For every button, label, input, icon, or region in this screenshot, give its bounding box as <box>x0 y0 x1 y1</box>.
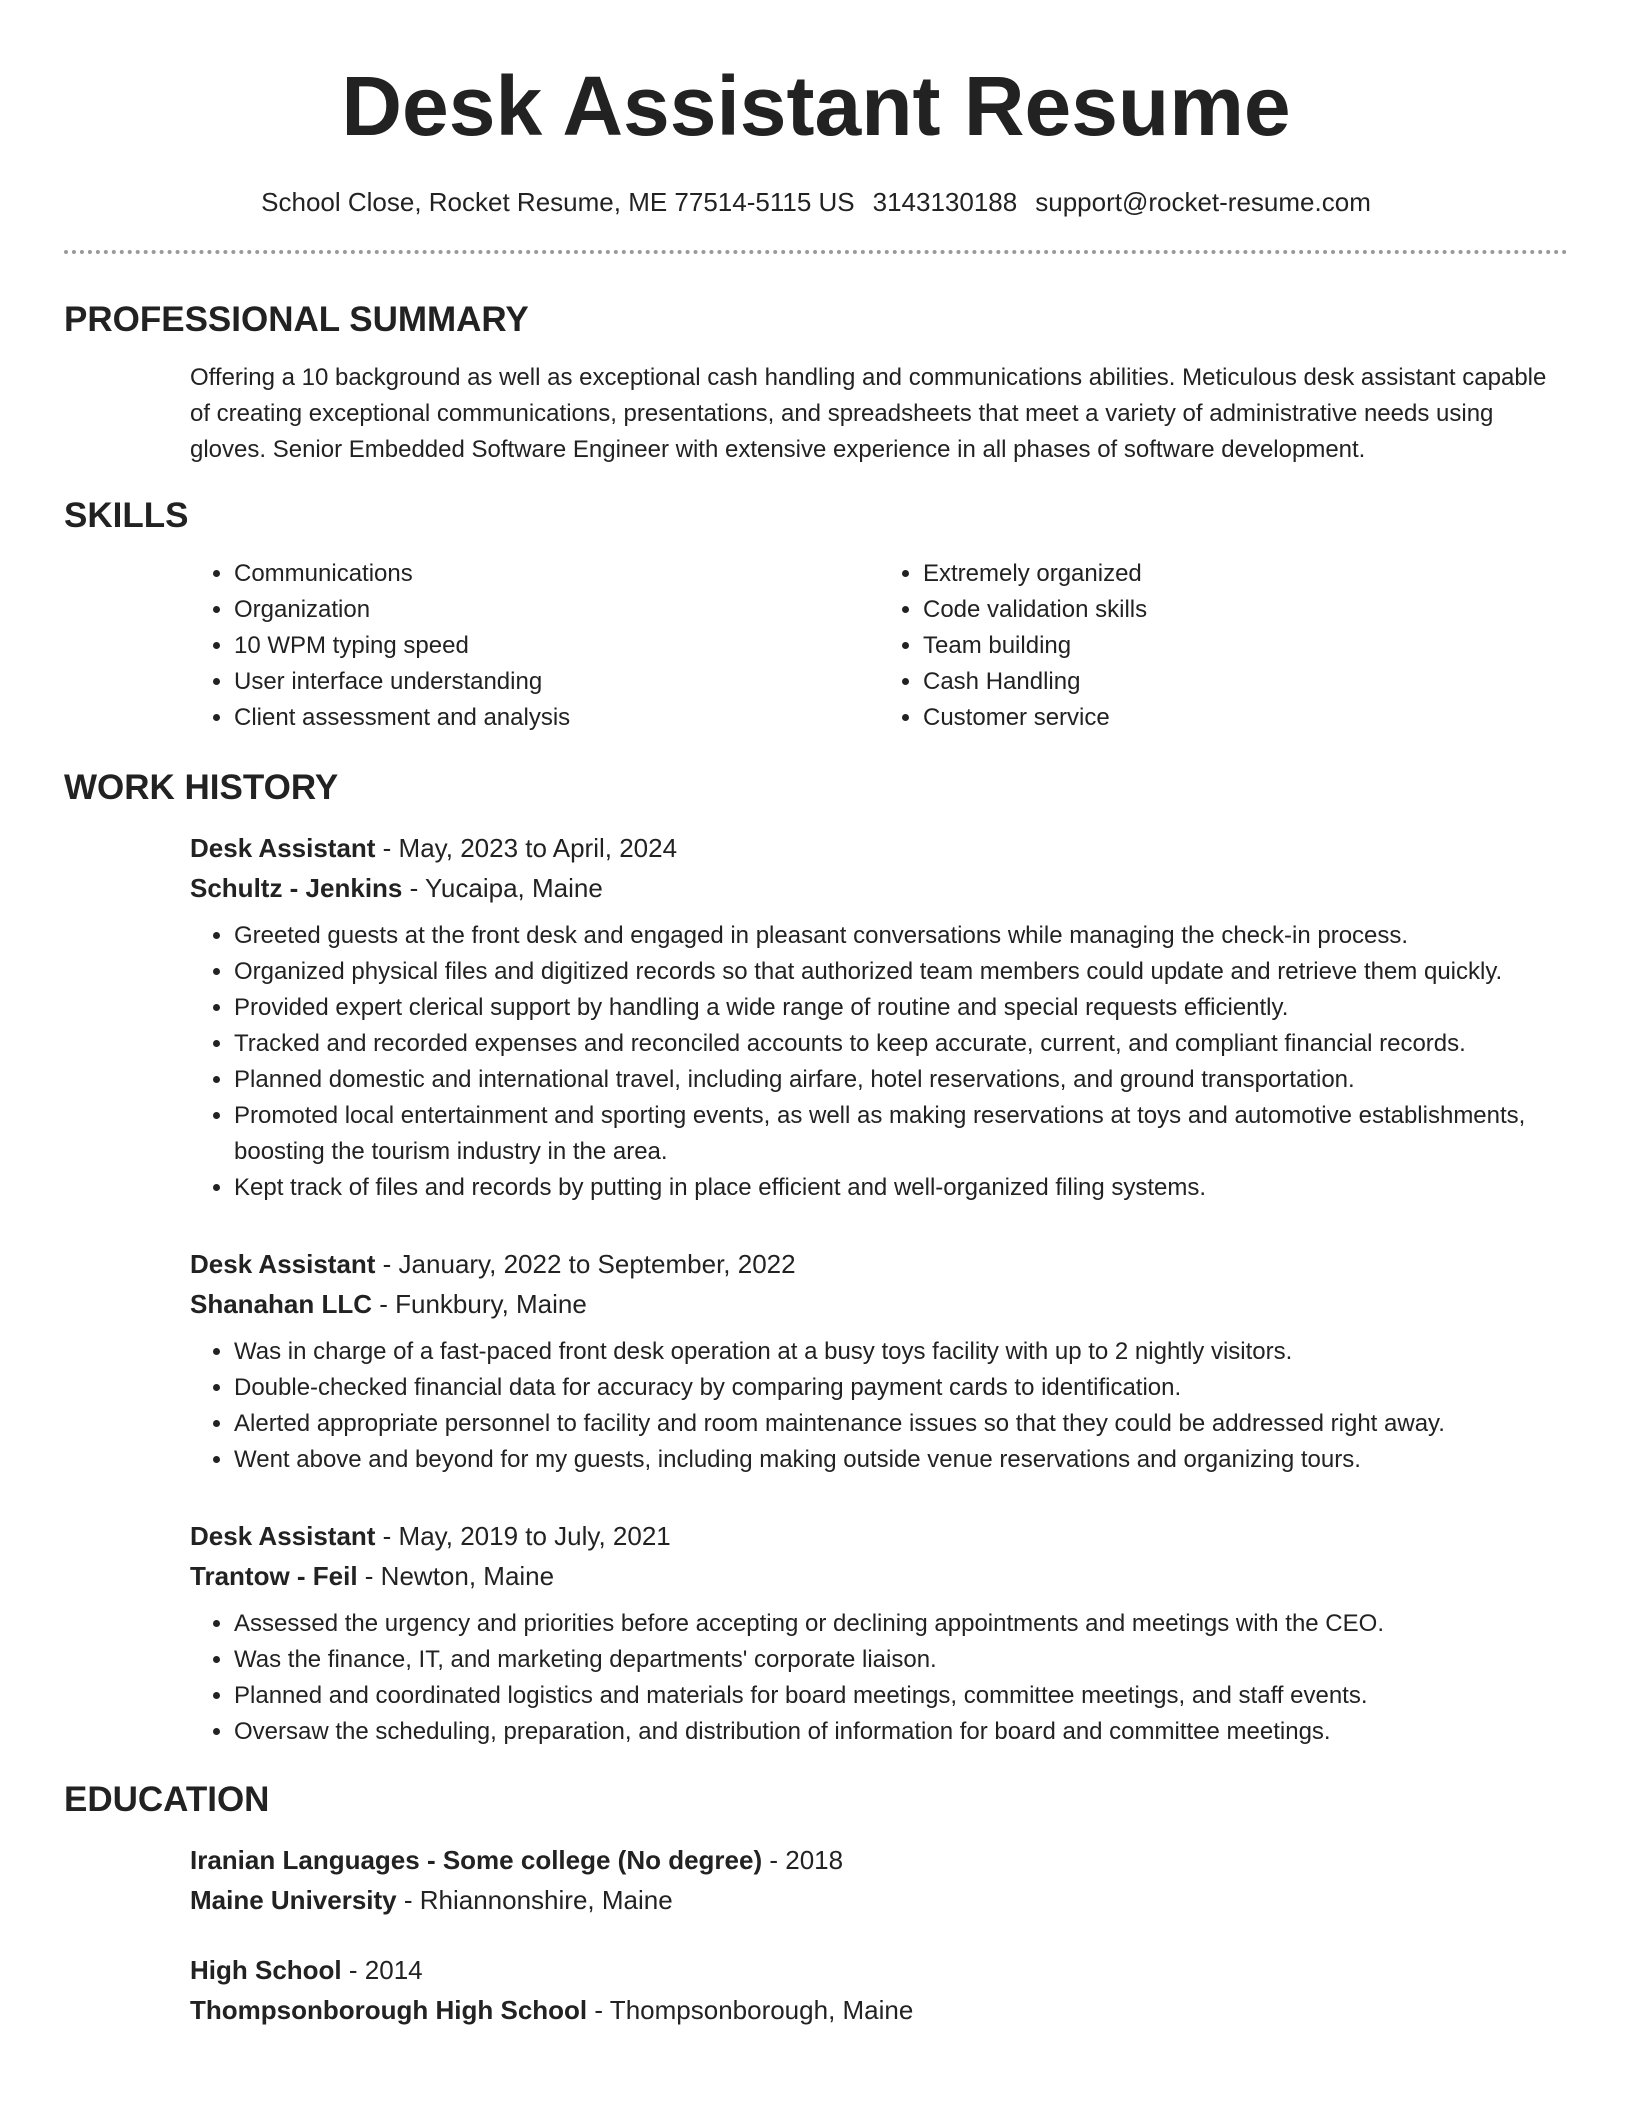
job-location: - Newton, Maine <box>357 1561 555 1591</box>
job-title-line <box>190 1244 1568 1284</box>
job-company-line <box>190 868 1568 908</box>
job-bullet: • Planned and coordinated logistics and materials for board meetings, committee meetings, and staff events. <box>234 1678 1568 1714</box>
job-entry <box>190 1516 1568 1750</box>
job-dates: - January, 2022 to September, 2022 <box>375 1249 796 1279</box>
education-degree-line <box>190 1950 1568 1990</box>
skill-item: • Customer service <box>923 700 1568 736</box>
job-entry <box>190 1244 1568 1478</box>
skill-item: • Extremely organized <box>923 556 1568 592</box>
education-section <box>64 1778 1568 2030</box>
skills-grid <box>190 556 1568 736</box>
education-school: Thompsonborough High School <box>190 1995 588 2025</box>
education-degree-line <box>190 1840 1568 1880</box>
education-entry <box>190 1840 1568 1920</box>
job-title-line <box>190 828 1568 868</box>
job-bullet: • Went above and beyond for my guests, including making outside venue reservations and organizing tours. <box>234 1442 1568 1478</box>
job-title: Desk Assistant <box>190 1249 376 1279</box>
summary-text: Offering a 10 background as well as exceptional cash handling and communications abilities. Meticulous desk assistant capable of creating exceptional communications, presentations, and spreadsheets that meet a variety of administrative needs using gloves. Senior Embedded Software Engineer with extensive experience in all phases of software development. <box>190 364 1547 463</box>
education-year: - 2014 <box>341 1955 423 1985</box>
skill-item: • Team building <box>923 628 1568 664</box>
resume-page <box>64 0 1568 2030</box>
work-history-section <box>64 766 1568 1750</box>
job-company: Schultz - Jenkins <box>190 873 403 903</box>
education-year: - 2018 <box>762 1845 844 1875</box>
job-bullet: • Alerted appropriate personnel to facility and room maintenance issues so that they could be addressed right away. <box>234 1406 1568 1442</box>
job-location: - Funkbury, Maine <box>372 1289 587 1319</box>
education-school: Maine University <box>190 1885 397 1915</box>
education-degree: High School <box>190 1955 342 1985</box>
section-heading: PROFESSIONAL SUMMARY <box>64 300 529 339</box>
skill-item: • Communications <box>234 556 879 592</box>
education-location: - Rhiannonshire, Maine <box>396 1885 673 1915</box>
professional-summary-section <box>64 298 1568 468</box>
job-company-line <box>190 1556 1568 1596</box>
education-entry <box>190 1950 1568 2030</box>
job-bullet: • Planned domestic and international travel, including airfare, hotel reservations, and ground transportation. <box>234 1062 1568 1098</box>
contact-address: School Close, Rocket Resume, ME 77514-5115 US <box>261 187 855 217</box>
job-bullet: • Assessed the urgency and priorities before accepting or declining appointments and meetings with the CEO. <box>234 1606 1568 1642</box>
job-company-line <box>190 1284 1568 1324</box>
job-company: Trantow - Feil <box>190 1561 358 1591</box>
skill-item: • Organization <box>234 592 879 628</box>
header-divider <box>64 250 1568 254</box>
resume-title: Desk Assistant Resume <box>341 59 1291 153</box>
job-bullet: • Promoted local entertainment and sporting events, as well as making reservations at toys and automotive establishments, boosting the tourism industry in the area. <box>234 1098 1568 1170</box>
job-location: - Yucaipa, Maine <box>402 873 603 903</box>
job-title: Desk Assistant <box>190 1521 376 1551</box>
education-school-line <box>190 1880 1568 1920</box>
skill-item: • Code validation skills <box>923 592 1568 628</box>
skill-item: • 10 WPM typing speed <box>234 628 879 664</box>
job-dates: - May, 2019 to July, 2021 <box>375 1521 671 1551</box>
job-bullet: • Oversaw the scheduling, preparation, and distribution of information for board and committee meetings. <box>234 1714 1568 1750</box>
education-location: - Thompsonborough, Maine <box>587 1995 914 2025</box>
skill-item: • Cash Handling <box>923 664 1568 700</box>
contact-phone: 3143130188 <box>872 187 1018 217</box>
job-bullet: • Tracked and recorded expenses and reconciled accounts to keep accurate, current, and compliant financial records. <box>234 1026 1568 1062</box>
section-heading: SKILLS <box>64 496 189 535</box>
skills-left-column <box>190 556 879 736</box>
job-bullet: • Was the finance, IT, and marketing departments' corporate liaison. <box>234 1642 1568 1678</box>
education-school-line <box>190 1990 1568 2030</box>
section-heading: EDUCATION <box>64 1780 270 1819</box>
skill-item: • Client assessment and analysis <box>234 700 879 736</box>
job-company: Shanahan LLC <box>190 1289 373 1319</box>
job-bullet: • Kept track of files and records by putting in place efficient and well-organized filing systems. <box>234 1170 1568 1206</box>
job-bullet: • Double-checked financial data for accuracy by comparing payment cards to identification. <box>234 1370 1568 1406</box>
education-degree: Iranian Languages - Some college (No degree) <box>190 1845 763 1875</box>
job-dates: - May, 2023 to April, 2024 <box>375 833 678 863</box>
job-title: Desk Assistant <box>190 833 376 863</box>
job-title-line <box>190 1516 1568 1556</box>
contact-line <box>64 184 1568 220</box>
job-entry <box>190 828 1568 1206</box>
work-history-list <box>190 828 1568 1750</box>
job-bullets <box>190 1606 1568 1750</box>
skills-right-column <box>879 556 1568 736</box>
skills-section <box>64 494 1568 736</box>
section-heading: WORK HISTORY <box>64 768 339 807</box>
skill-item: • User interface understanding <box>234 664 879 700</box>
job-bullet: • Provided expert clerical support by handling a wide range of routine and special requests efficiently. <box>234 990 1568 1026</box>
job-bullet: • Greeted guests at the front desk and engaged in pleasant conversations while managing the check-in process. <box>234 918 1568 954</box>
job-bullets <box>190 1334 1568 1478</box>
contact-email: support@rocket-resume.com <box>1035 187 1371 217</box>
job-bullet: • Organized physical files and digitized records so that authorized team members could update and retrieve them quickly. <box>234 954 1568 990</box>
education-list <box>190 1840 1568 2030</box>
job-bullet: • Was in charge of a fast-paced front desk operation at a busy toys facility with up to 2 nightly visitors. <box>234 1334 1568 1370</box>
job-bullets <box>190 918 1568 1206</box>
